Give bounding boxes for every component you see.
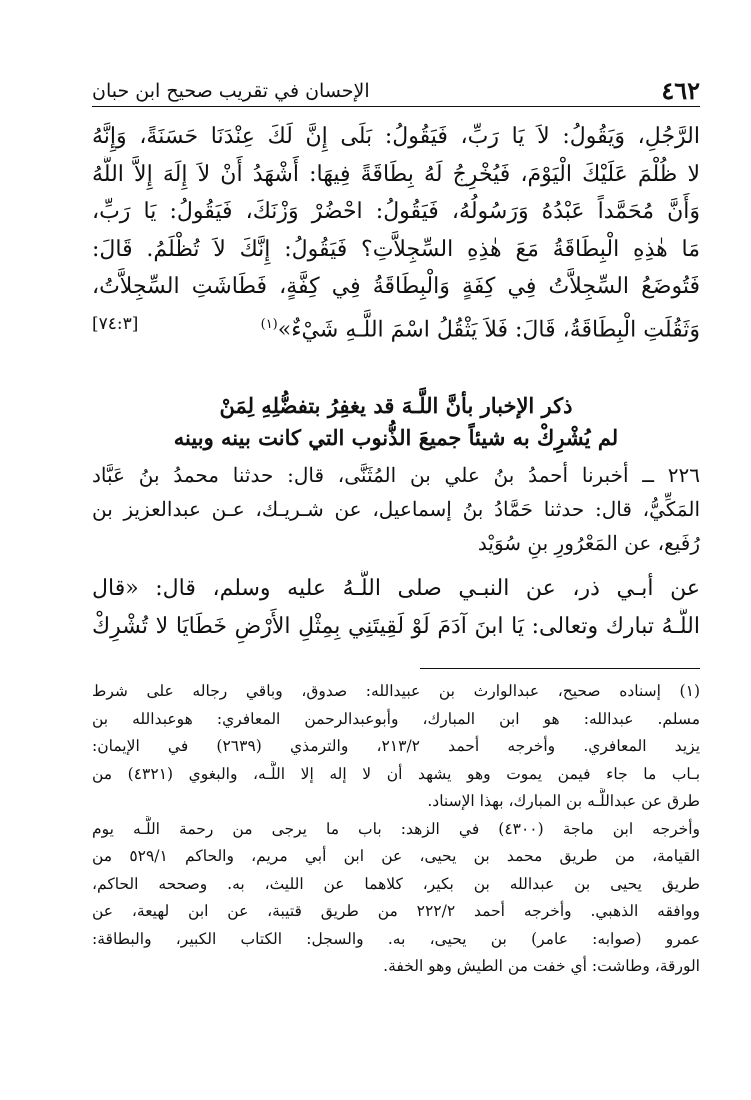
footnote-line: الورقة، وطاشت: أي خفت من الطيش وهو الخفة.	[383, 957, 700, 975]
hadith-matn	[92, 570, 700, 646]
footnote-divider	[420, 668, 700, 669]
footnotes	[92, 678, 700, 981]
isnad-line: رُفَيع، عن المَعْرُورِ بنِ سُوَيْد	[477, 531, 700, 555]
volume-reference: [٧٤:٣]	[92, 313, 139, 334]
section-heading	[92, 390, 700, 454]
matn-line: عن أبـي ذر، عن النبـي صلى اللَّـهُ عليه وسلم، قال: «قال	[92, 576, 700, 601]
main-text	[92, 118, 700, 348]
page-number: ٤٦٢	[661, 76, 700, 105]
text-line-content: وَثَقُلَتِ الْبِطَاقَةُ، قَالَ: فَلاَ يَثْقُلُ اسْمَ اللَّـهِ شَيْءٌ»	[277, 316, 700, 342]
footnote-marker: (١)	[260, 316, 278, 332]
text-line: لا ظُلْمَ عَلَيْكَ الْيَوْمَ، فَيُخْرِجُ لَهُ بِطَاقَةً فِيهَا: أَشْهَدُ أَنْ لاَ إِلَهَ إِلاَّ اللَّهُ	[92, 161, 700, 187]
footnote-line: وأخرجه ابن ماجة (٤٣٠٠) في الزهد: باب ما يرجى من رحمة اللَّـه يوم	[92, 819, 700, 838]
page-header	[92, 72, 700, 107]
isnad-line: المَكِّيُّ، قال: حدثنا حَمَّادُ بنُ إسماعيل، عن شـريـك، عـن عبدالعزيز بن	[92, 497, 700, 521]
text-line: مَا هٰذِهِ الْبِطَاقَةُ مَعَ هٰذِهِ السِّجِلاَّتِ؟ فَيَقُولُ: إِنَّكَ لاَ تُظْلَمُ. قَالَ:	[92, 236, 700, 262]
footnote-line: القيامة، من طريق محمد بن يحيى، عن ابن أبي مريم، والحاكم ٥٢٩/١ من	[92, 847, 700, 865]
text-line: فَتُوضَعُ السِّجِلاَّتُ فِي كِفَةٍ وَالْبِطَاقَةُ فِي كِفَّةٍ، فَطَاشَتِ السِّجِلاَّتُ،	[92, 274, 700, 299]
footnote-line: (١) إسناده صحيح، عبدالوارث بن عبيدالله: صدوق، وباقي رجاله على شرط	[92, 682, 700, 700]
footnote-line: طريق يحيى بن عبدالله بن بكير، كلاهما عن الليث، به. وصححه الحاكم،	[92, 874, 700, 893]
heading-line-1: ذكر الإخبار بأنَّ اللَّـهَ قد يغفِرُ بتفضُّلِهِ لِمَنْ	[219, 393, 573, 418]
footnote-line: طرق عن عبداللَّـه بن المبارك، بهذا الإسناد.	[427, 792, 700, 810]
matn-line: اللَّـهُ تبارك وتعالى: يَا ابنَ آدَمَ لَوْ لَقِيتَنِي بِمِثْلِ الأَرْضِ خَطَايَا لا تُشْرِكْ	[92, 614, 700, 639]
footnote-line: ووافقه الذهبي. وأخرجه أحمد ٢٢٢/٢ من طريق قتيبة، عن ابن لهيعة، عن	[92, 902, 700, 920]
text-line-last	[92, 306, 700, 349]
text-line: وَأَنَّ مُحَمَّداً عَبْدُهُ وَرَسُولُهُ، فَيَقُولُ: احْضُرْ وَزْنَكَ، فَيَقُولُ: يَا رَبِّ،	[92, 199, 700, 224]
footnote-line: مسلم. عبدالله: هو ابن المبارك، وأبوعبدالرحمن المعافري: هوعبدالله بن	[92, 709, 700, 728]
isnad-line: ٢٢٦ ــ أخبرنا أحمدُ بنُ علي بن المُثَنَّى، قال: حدثنا محمدُ بنُ عَبَّاد	[92, 463, 700, 487]
footnote-line: عمرو (صوابه: عامر) بن يحيى، به. والسجل: الكتاب الكبير، والبطاقة:	[92, 929, 700, 948]
running-title: الإحسان في تقريب صحيح ابن حبان	[92, 80, 370, 102]
footnote-line: يزيد المعافري. وأخرجه أحمد ٢١٣/٢، والترمذي (٢٦٣٩) في الإيمان:	[92, 737, 700, 755]
hadith-isnad	[92, 458, 700, 560]
text-line: الرَّجُلِ، وَيَقُولُ: لاَ يَا رَبِّ، فَيَقُولُ: بَلَى إِنَّ لَكَ عِنْدَنَا حَسَنَةً، وَإِنَّهُ	[92, 124, 700, 149]
footnote-line: بـاب ما جاء فيمن يموت وهو يشهد أن لا إله إلا اللَّـه، والبغوي (٤٣٢١) من	[92, 764, 700, 783]
heading-line-2: لم يُشْرِكْ به شيئاً جميعَ الذُّنوب التي كانت بينه وبينه	[173, 425, 619, 450]
